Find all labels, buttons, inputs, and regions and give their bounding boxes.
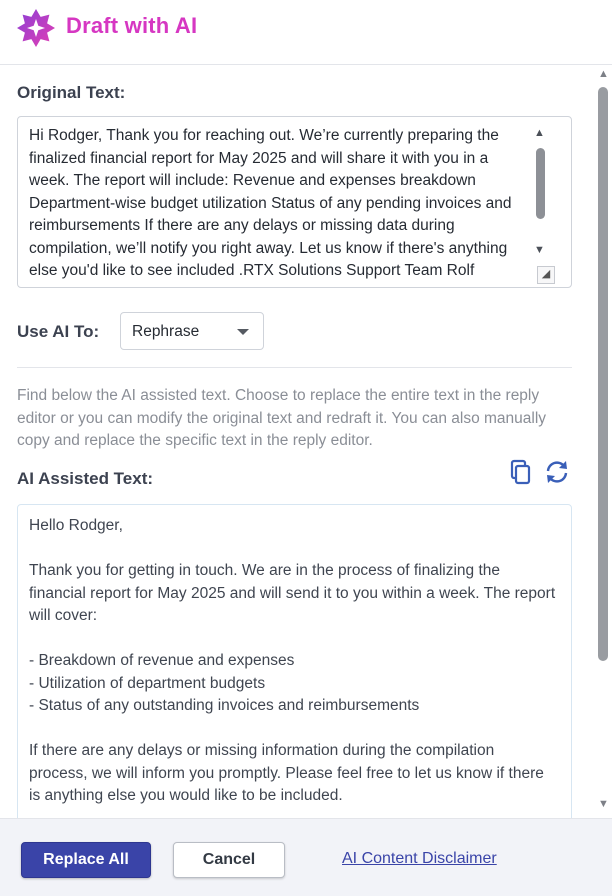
- original-text-area[interactable]: [17, 116, 572, 288]
- replace-all-button[interactable]: Replace All: [21, 842, 151, 878]
- scroll-thumb[interactable]: [598, 87, 608, 661]
- ai-action-selected-value: Rephrase: [132, 323, 200, 340]
- content-area: [0, 65, 596, 818]
- panel-scrollbar[interactable]: [596, 65, 612, 818]
- help-text: Find below the AI assisted text. Choose to replace the entire text in the reply editor or you can modify the original text and redraft it. You can also manually copy and replace the specific text in the reply editor.: [17, 387, 547, 449]
- original-text-scrollbar[interactable]: [533, 125, 549, 260]
- ai-assisted-text-label: AI Assisted Text:: [17, 469, 154, 488]
- scroll-thumb[interactable]: [536, 148, 545, 219]
- ai-action-dropdown[interactable]: [120, 312, 264, 350]
- scroll-up-arrow-icon[interactable]: ▲: [534, 127, 545, 139]
- app-title: Draft with AI: [66, 13, 198, 38]
- original-text-content: Hi Rodger, Thank you for reaching out. We’re currently preparing the finalized financial report for May 2025 and will share it with you in a week. The report will include: Revenue and expenses breakdown Department-wise budget utilization Status of any pending invoices and reimbursements If there are any delays or missing data during compilation, we’ll notify you right away. Let us know if there's anything else you'd like to see included .RTX Solutions Support Team Rolf: [29, 127, 512, 279]
- cancel-button[interactable]: Cancel: [173, 842, 285, 878]
- divider: [17, 367, 572, 368]
- chevron-down-icon: [237, 329, 249, 335]
- header: [0, 0, 612, 65]
- copy-icon[interactable]: [506, 458, 534, 486]
- ai-sparkle-badge-icon: [16, 8, 56, 48]
- scroll-down-arrow-icon[interactable]: ▼: [534, 244, 545, 256]
- scroll-up-arrow-icon[interactable]: ▲: [598, 68, 609, 80]
- footer: [0, 818, 612, 896]
- original-text-label: Original Text:: [17, 83, 126, 102]
- regenerate-icon[interactable]: [543, 458, 571, 486]
- ai-content-disclaimer-link[interactable]: AI Content Disclaimer: [342, 850, 497, 867]
- ai-assisted-text-content: Hello Rodger, Thank you for getting in touch. We are in the process of finalizing the financial report for May 2025 and will send it to you within a week. The report will cover: - Breakdown of revenue and expenses - Utilization of department budgets - Status of any outstanding invoices and reimbursements If there are any delays or missing information during the compilation process, we will inform you promptly. Please feel free to let us know if there is anything else you would like to be included.: [29, 517, 556, 804]
- resize-grip-icon[interactable]: ◢: [537, 266, 555, 284]
- scroll-down-arrow-icon[interactable]: ▼: [598, 798, 609, 810]
- ai-assisted-text-area[interactable]: [17, 504, 572, 818]
- use-ai-label: Use AI To:: [17, 322, 100, 341]
